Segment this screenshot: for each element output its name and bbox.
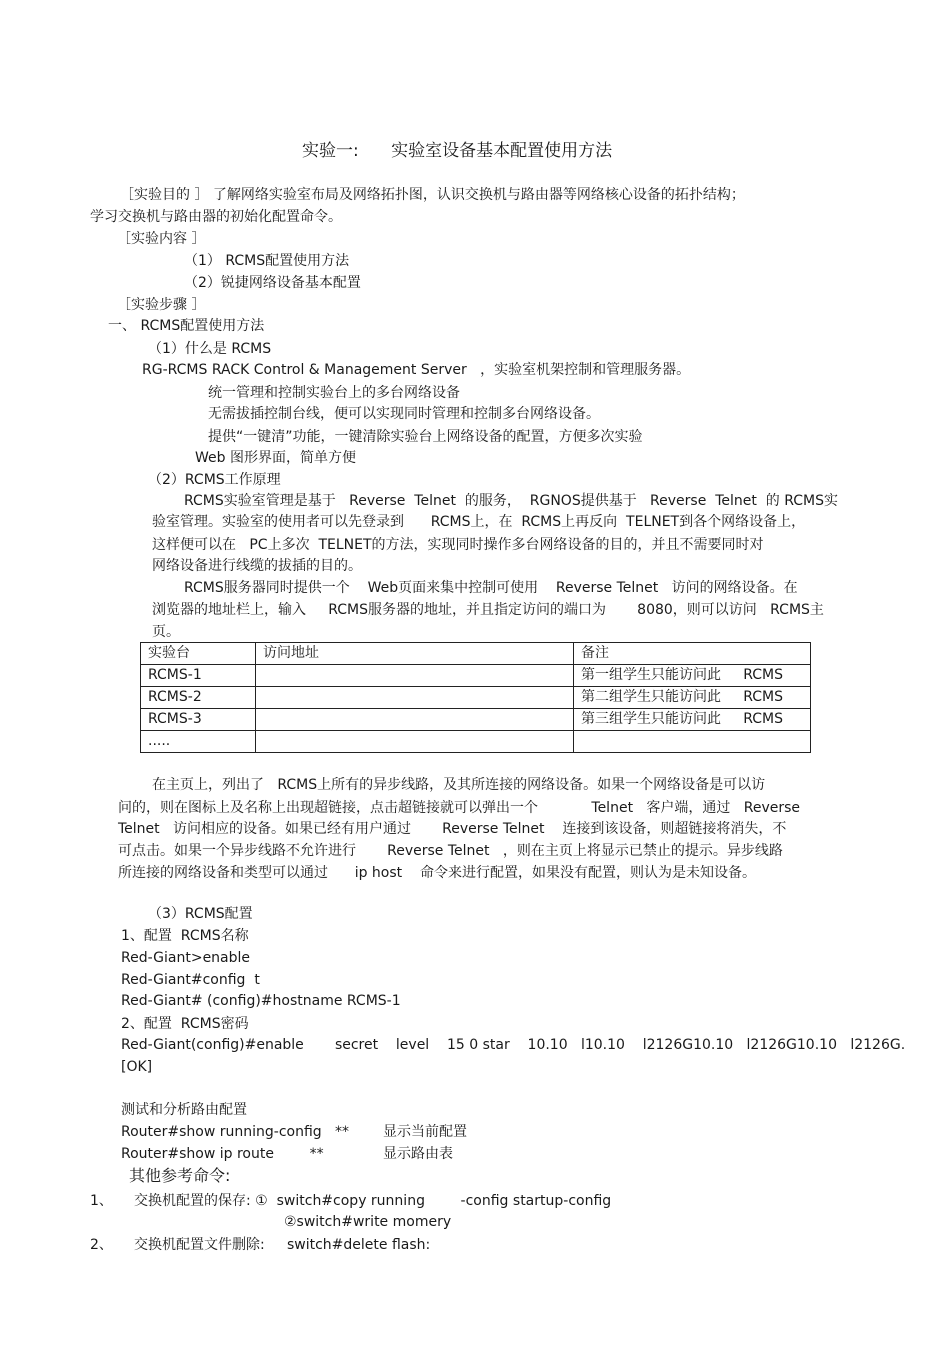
what-is-rcms: （1）什么是 RCMS bbox=[148, 341, 272, 357]
principle-p1-line-1: RCMS实验室管理是基于 Reverse Telnet 的服务， RGNOS提供基于 Reverse Telnet 的 RCMS实 bbox=[184, 493, 838, 509]
list-item: ②switch#write momery bbox=[284, 1214, 452, 1230]
table-cell: RCMS-1 bbox=[141, 665, 256, 687]
purpose-line-2: 学习交换机与路由器的初始化配置命令。 bbox=[90, 209, 342, 225]
routing-command: Router#show running-config ** bbox=[121, 1124, 350, 1140]
config-command: Red-Giant(config)#enable secret level 15 0 star 10.10 l10.10 l2126G10.10 l2126G10.10 l2126G. bbox=[121, 1037, 906, 1053]
purpose-line-1: ［实验目的 ］ 了解网络实验室布局及网络拓扑图，认识交换机与路由器等网络核心设备的拓扑结构； bbox=[120, 187, 745, 203]
principle-p1-line-3: 这样便可以在 PC上多次 TELNET的方法，实现同时操作多台网络设备的目的，并且不需要同时对 bbox=[152, 537, 764, 553]
content-item-1: （1） RCMS配置使用方法 bbox=[184, 253, 350, 269]
content-label: ［实验内容 ］ bbox=[117, 231, 206, 247]
routing-command: Router#show ip route ** bbox=[121, 1146, 324, 1162]
table-cell bbox=[256, 709, 574, 731]
homepage-line-4: 可点击。如果一个异步线路不允许进行 Reverse Telnet ，则在主页上将显示已禁止的提示。异步线路 bbox=[118, 843, 783, 859]
table-row bbox=[141, 687, 811, 709]
table-cell: 第一组学生只能访问此 RCMS bbox=[574, 665, 811, 687]
table-cell: RCMS-3 bbox=[141, 709, 256, 731]
table-cell bbox=[574, 731, 811, 753]
principle-p1-line-2: 验室管理。实验室的使用者可以先登录到 RCMS上，在 RCMS上再反向 TELNET到各个网络设备上， bbox=[152, 514, 806, 530]
principle-p2-line-3: 页。 bbox=[152, 624, 180, 640]
config-command: Red-Giant# (config)#hostname RCMS-1 bbox=[121, 993, 401, 1009]
table-cell bbox=[256, 665, 574, 687]
table-cell bbox=[256, 731, 574, 753]
feature-bullet-4: Web 图形界面，简单方便 bbox=[195, 450, 356, 466]
table-row bbox=[141, 665, 811, 687]
config-password-heading: 2、配置 RCMS密码 bbox=[121, 1016, 249, 1032]
table-header-cell: 实验台 bbox=[141, 643, 256, 665]
list-item: 交换机配置的保存: ① switch#copy running -config startup-config bbox=[134, 1193, 612, 1209]
table-cell: RCMS-2 bbox=[141, 687, 256, 709]
list-number: 2、 bbox=[90, 1237, 113, 1253]
config-command: [OK] bbox=[121, 1059, 153, 1075]
routing-heading: 测试和分析路由配置 bbox=[121, 1102, 247, 1118]
feature-bullet-3: 提供“一键清”功能，一键清除实验台上网络设备的配置，方便多次实验 bbox=[208, 429, 643, 445]
principle-p1-line-4: 网络设备进行线缆的拔插的目的。 bbox=[152, 558, 362, 574]
homepage-line-1: 在主页上，列出了 RCMS上所有的异步线路，及其所连接的网络设备。如果一个网络设备是可以访 bbox=[152, 777, 766, 793]
config-command: Red-Giant>enable bbox=[121, 950, 251, 966]
other-commands-heading: 其他参考命令: bbox=[129, 1166, 231, 1185]
table-row bbox=[141, 731, 811, 753]
page-title: 实验一: 实验室设备基本配置使用方法 bbox=[302, 141, 613, 161]
table-header-row bbox=[141, 643, 811, 665]
list-item: 交换机配置文件删除: switch#delete flash: bbox=[134, 1237, 431, 1253]
table-header-cell: 备注 bbox=[574, 643, 811, 665]
homepage-line-3: Telnet 访问相应的设备。如果已经有用户通过 Reverse Telnet 连接到该设备，则超链接将消失，不 bbox=[118, 821, 787, 837]
config-name-heading: 1、配置 RCMS名称 bbox=[121, 928, 249, 944]
feature-bullet-2: 无需拔插控制台线，便可以实现同时管理和控制多台网络设备。 bbox=[208, 406, 600, 422]
config-heading: （3）RCMS配置 bbox=[148, 906, 253, 922]
section1-heading: 一、 RCMS配置使用方法 bbox=[108, 318, 265, 334]
rcms-definition: RG-RCMS RACK Control & Management Server ，实验室机架控制和管理服务器。 bbox=[142, 362, 691, 378]
list-number: 1、 bbox=[90, 1193, 113, 1209]
feature-bullet-1: 统一管理和控制实验台上的多台网络设备 bbox=[208, 385, 460, 401]
principle-p2-line-2: 浏览器的地址栏上，输入 RCMS服务器的地址，并且指定访问的端口为 8080，则可以访问 RCMS主 bbox=[152, 602, 824, 618]
homepage-line-5: 所连接的网络设备和类型可以通过 ip host 命令来进行配置，如果没有配置，则认为是未知设备。 bbox=[118, 865, 756, 881]
routing-command-desc: 显示路由表 bbox=[383, 1146, 453, 1162]
principle-heading: （2）RCMS工作原理 bbox=[148, 472, 281, 488]
table-row bbox=[141, 709, 811, 731]
content-item-2: （2）锐捷网络设备基本配置 bbox=[184, 275, 361, 291]
table-cell: 第三组学生只能访问此 RCMS bbox=[574, 709, 811, 731]
config-command: Red-Giant#config t bbox=[121, 972, 260, 988]
rcms-table bbox=[140, 642, 811, 753]
table-cell: ..... bbox=[141, 731, 256, 753]
table-cell: 第二组学生只能访问此 RCMS bbox=[574, 687, 811, 709]
principle-p2-line-1: RCMS服务器同时提供一个 Web页面来集中控制可使用 Reverse Telnet 访问的网络设备。在 bbox=[184, 580, 798, 596]
steps-label: ［实验步骤 ］ bbox=[117, 297, 206, 313]
routing-command-desc: 显示当前配置 bbox=[383, 1124, 467, 1140]
table-cell bbox=[256, 687, 574, 709]
homepage-line-2: 问的，则在图标上及名称上出现超链接，点击超链接就可以弹出一个 Telnet 客户端，通过 Reverse bbox=[118, 800, 801, 816]
table-header-cell: 访问地址 bbox=[256, 643, 574, 665]
